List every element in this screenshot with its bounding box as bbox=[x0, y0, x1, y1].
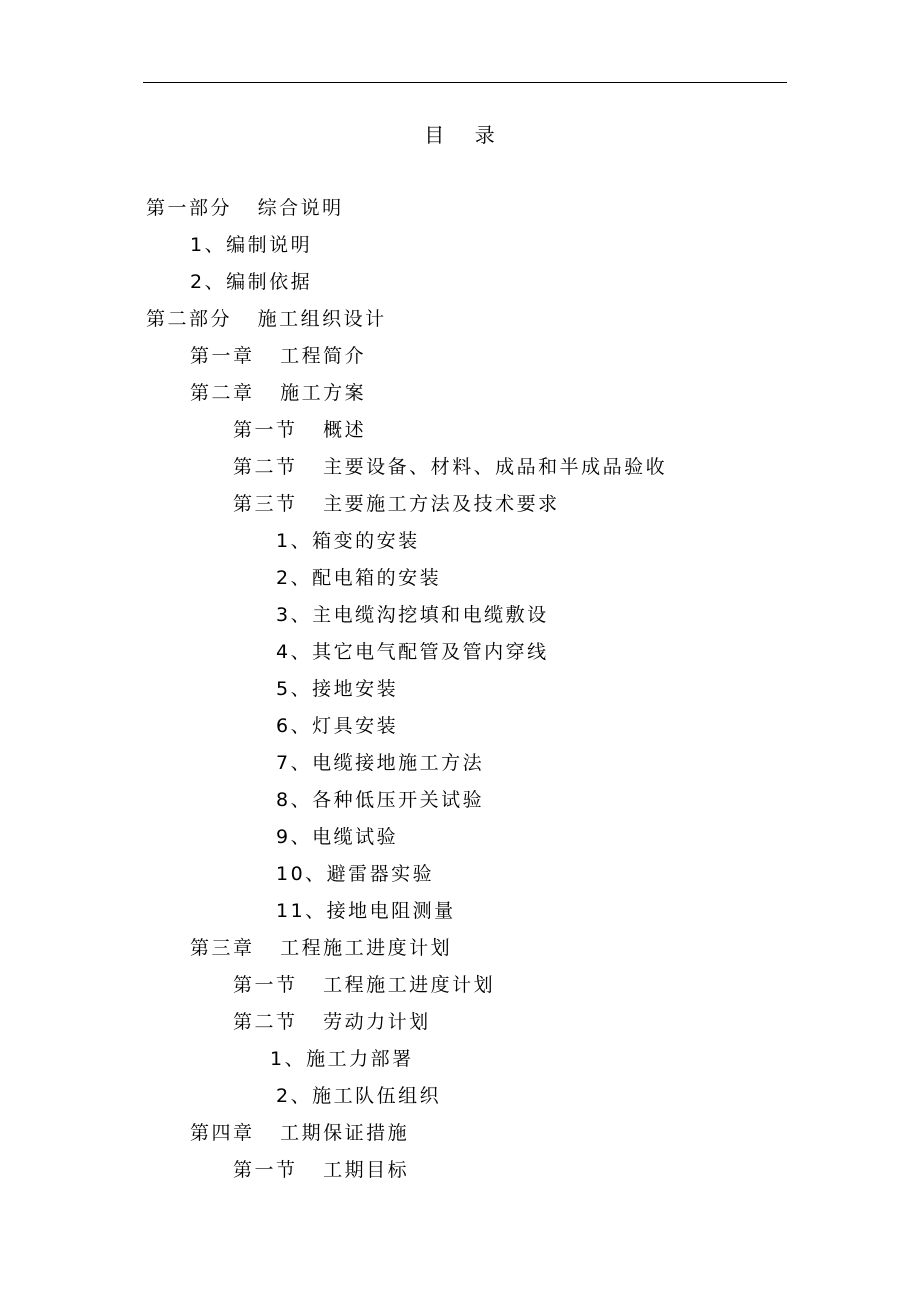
toc-item-entry: 2、编制依据 bbox=[190, 271, 313, 293]
toc-section-entry: 第一节 概述 bbox=[233, 419, 367, 441]
toc-subitem-entry: 5、接地安装 bbox=[276, 678, 399, 700]
toc-subitem-entry: 3、主电缆沟挖填和电缆敷设 bbox=[276, 604, 549, 626]
toc-subitem-entry: 8、各种低压开关试验 bbox=[276, 789, 485, 811]
toc-item-entry: 1、编制说明 bbox=[190, 234, 313, 256]
toc-subitem-entry: 2、配电箱的安装 bbox=[276, 567, 442, 589]
toc-chapter-entry: 第三章 工程施工进度计划 bbox=[190, 937, 453, 959]
toc-subitem-entry: 4、其它电气配管及管内穿线 bbox=[276, 641, 549, 663]
toc-section-entry: 第一节 工程施工进度计划 bbox=[233, 974, 496, 996]
toc-part-entry: 第二部分 施工组织设计 bbox=[146, 308, 387, 330]
toc-subitem-entry: 2、施工队伍组织 bbox=[276, 1085, 442, 1107]
toc-subitem-entry: 1、施工力部署 bbox=[270, 1048, 414, 1070]
toc-subitem-entry: 7、电缆接地施工方法 bbox=[276, 752, 485, 774]
toc-section-entry: 第二节 主要设备、材料、成品和半成品验收 bbox=[233, 456, 668, 478]
toc-chapter-entry: 第一章 工程简介 bbox=[190, 345, 367, 367]
toc-subitem-entry: 9、电缆试验 bbox=[276, 826, 399, 848]
toc-subitem-entry: 1、箱变的安装 bbox=[276, 530, 420, 552]
toc-title: 目 录 bbox=[424, 123, 496, 147]
toc-subitem-entry: 11、接地电阻测量 bbox=[276, 900, 456, 922]
toc-subitem-entry: 6、灯具安装 bbox=[276, 715, 399, 737]
toc-list bbox=[0, 190, 920, 1189]
toc-chapter-entry: 第二章 施工方案 bbox=[190, 382, 367, 404]
header-rule bbox=[143, 82, 787, 83]
toc-section-entry: 第一节 工期目标 bbox=[233, 1159, 410, 1181]
toc-chapter-entry: 第四章 工期保证措施 bbox=[190, 1122, 410, 1144]
toc-subitem-entry: 10、避雷器实验 bbox=[276, 863, 435, 885]
toc-section-entry: 第三节 主要施工方法及技术要求 bbox=[233, 493, 560, 515]
toc-section-entry: 第二节 劳动力计划 bbox=[233, 1011, 431, 1033]
toc-part-entry: 第一部分 综合说明 bbox=[146, 197, 344, 219]
